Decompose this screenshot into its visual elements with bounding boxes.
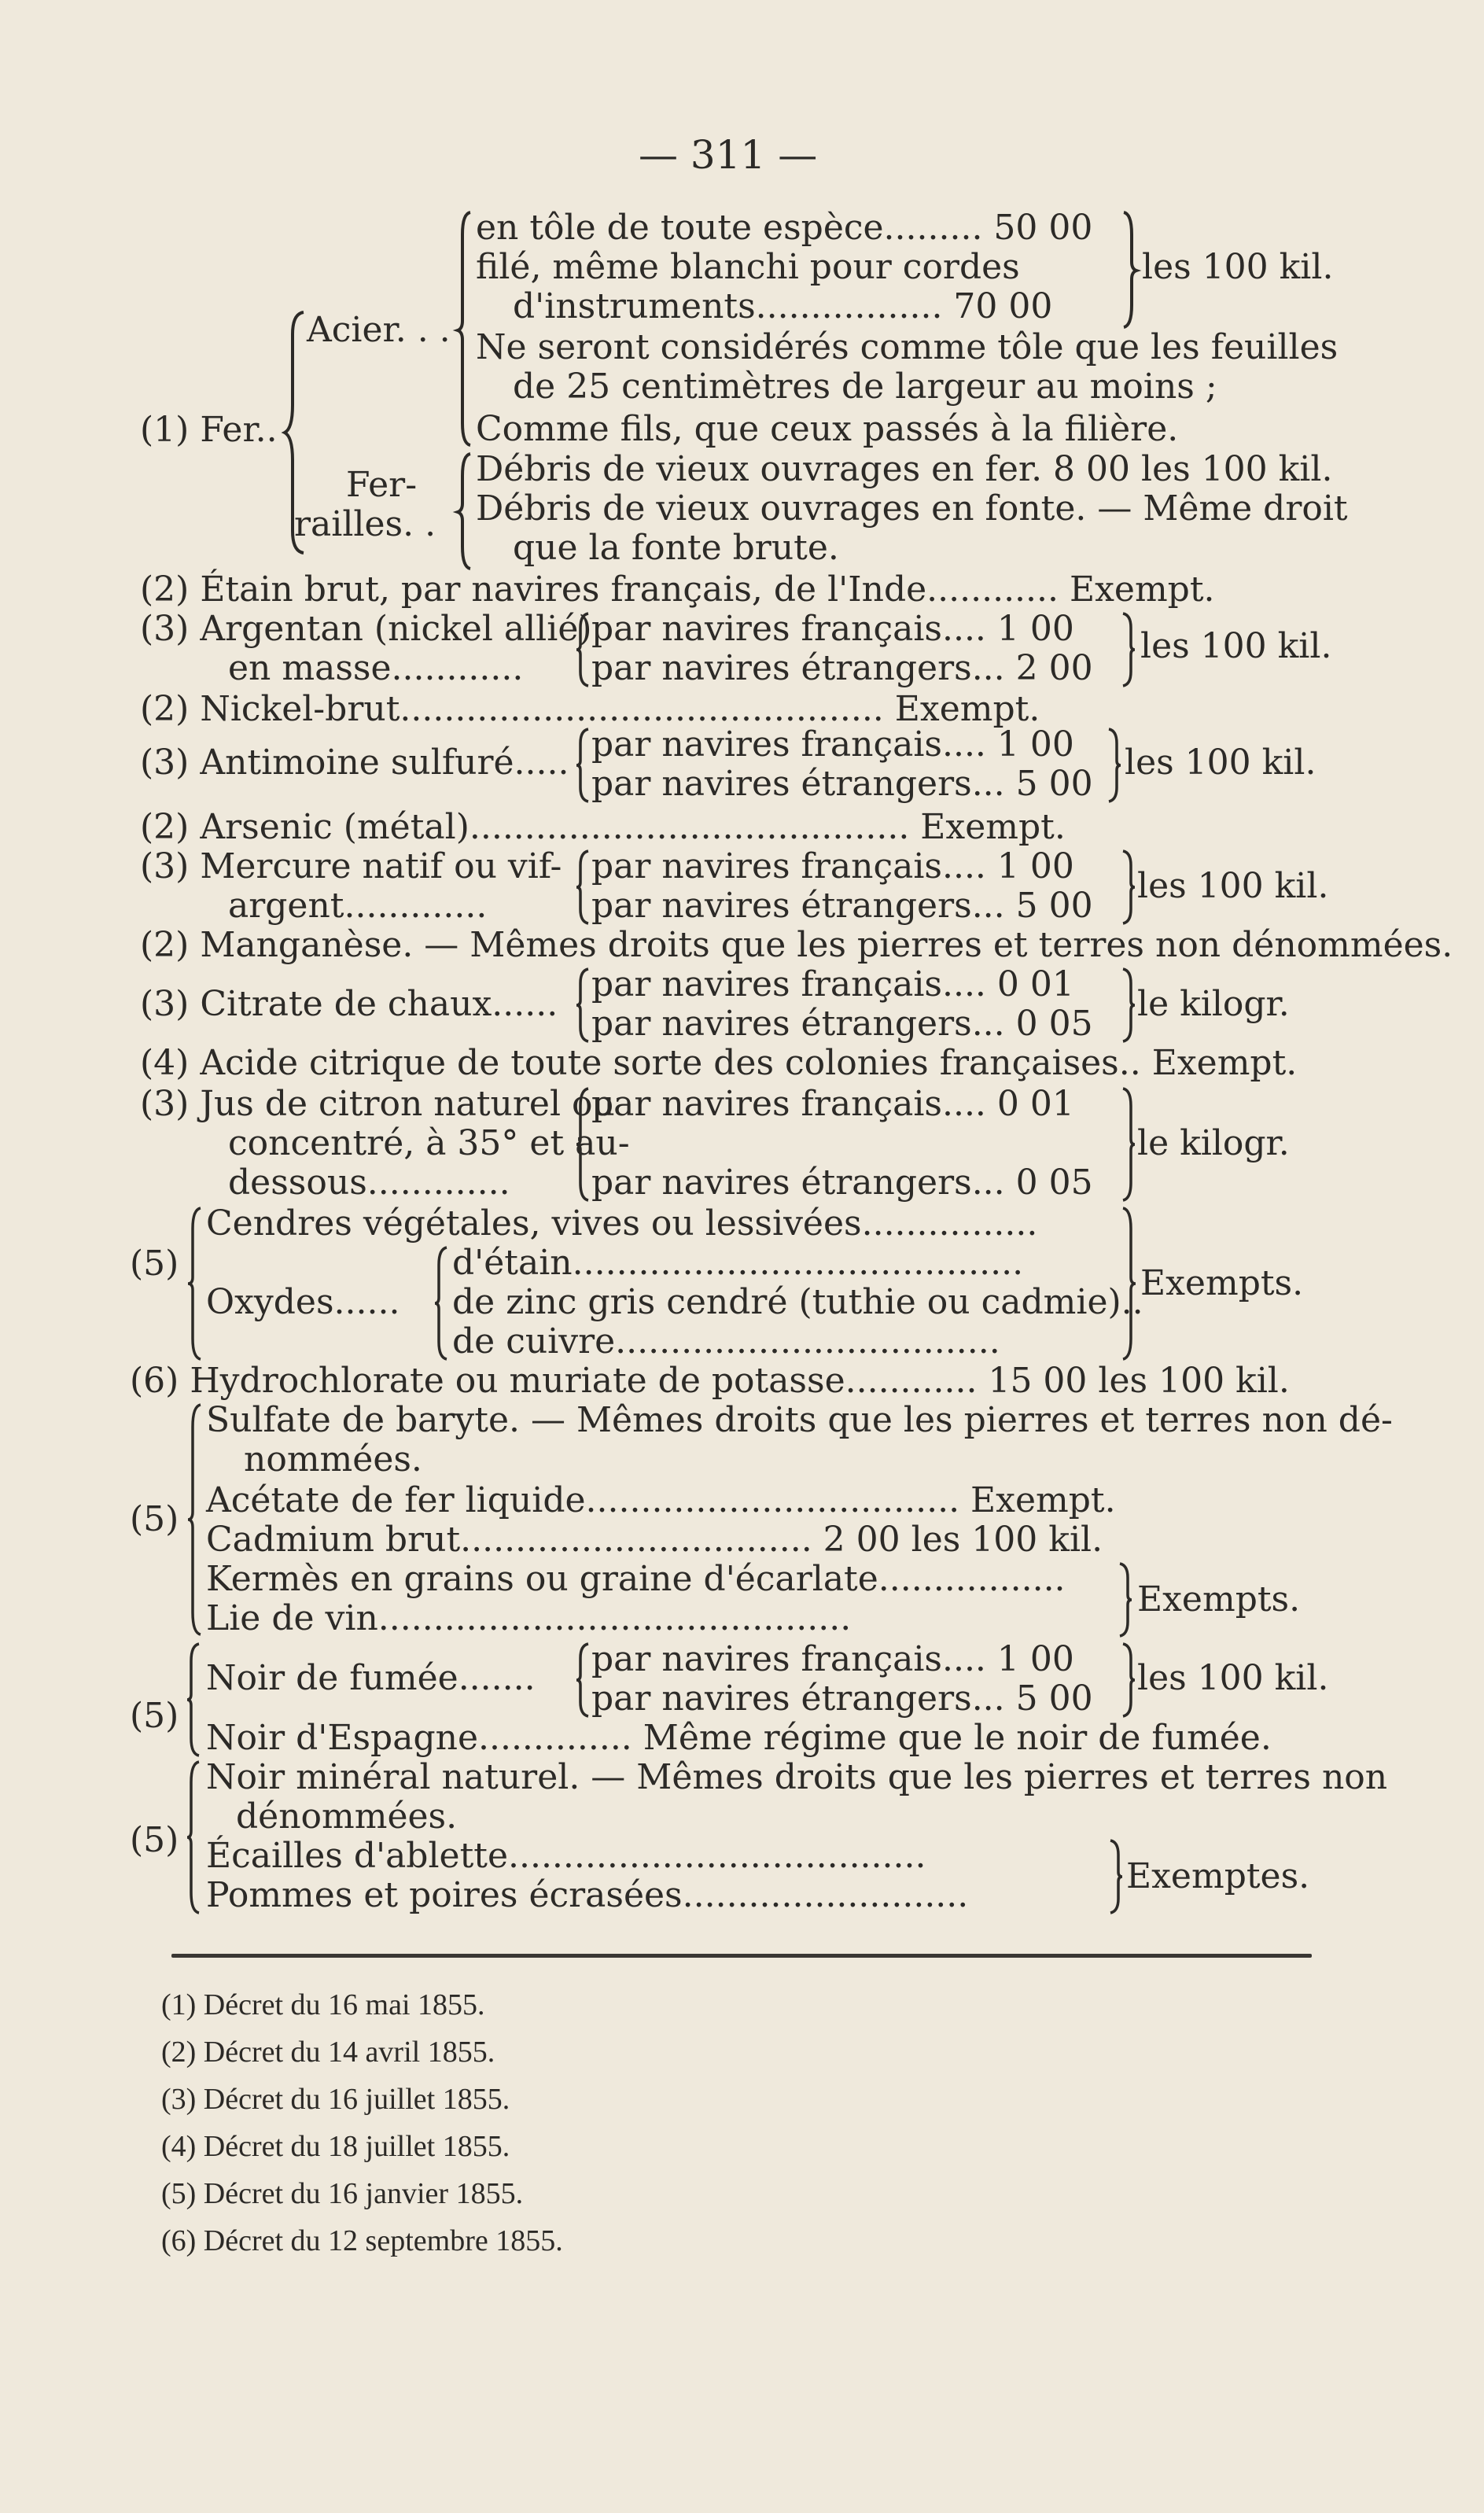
brace: [574, 967, 591, 1043]
footnote: (5) Décret du 16 janvier 1855.: [161, 2177, 524, 2210]
text-line: de cuivre...................................: [452, 1321, 1000, 1362]
text-line: les 100 kil.: [1137, 866, 1329, 906]
text-line: Exemptes.: [1126, 1856, 1310, 1896]
text-line: Exempts.: [1137, 1579, 1301, 1619]
brace: [185, 1642, 202, 1757]
brace: [574, 849, 591, 925]
text-line: d'étain.........................................: [452, 1243, 1024, 1283]
brace: [185, 1403, 204, 1636]
text-line: nommées.: [244, 1439, 422, 1479]
text-line: (3) Jus de citron naturel ou: [140, 1084, 615, 1124]
text-line: (2) Manganèse. — Mêmes droits que les pierres et terres non dénommées.: [140, 925, 1453, 965]
brace: [574, 1642, 591, 1718]
brace: [574, 1087, 591, 1202]
text-line: railles. .: [294, 504, 436, 544]
brace: [1120, 849, 1137, 925]
text-line: que la fonte brute.: [513, 528, 839, 568]
text-line: (5): [130, 1696, 179, 1736]
text-line: par navires étrangers... 2 00: [591, 648, 1093, 688]
text-line: concentré, à 35° et au-: [228, 1123, 630, 1163]
brace: [574, 612, 591, 687]
text-line: les 100 kil.: [1125, 742, 1316, 783]
text-line: par navires français.... 1 00: [591, 846, 1074, 886]
text-line: par navires étrangers... 0 05: [591, 1163, 1093, 1203]
text-line: Acétate de fer liquide.................................. Exempt.: [206, 1480, 1116, 1520]
text-line: Kermès en grains ou graine d'écarlate.................: [206, 1559, 1066, 1599]
text-line: par navires étrangers... 0 05: [591, 1004, 1093, 1044]
text-line: par navires français.... 0 01: [591, 1084, 1074, 1124]
brace: [1120, 967, 1137, 1043]
text-line: filé, même blanchi pour cordes: [476, 247, 1020, 287]
text-line: (5): [130, 1499, 179, 1539]
text-line: par navires français.... 1 00: [591, 609, 1074, 649]
brace: [1117, 1562, 1134, 1638]
text-line: Pommes et poires écrasées..........................: [206, 1875, 969, 1915]
divider: [171, 1954, 1312, 1958]
brace: [185, 1207, 204, 1361]
text-line: (6) Hydrochlorate ou muriate de potasse............ 15 00 les 100 kil.: [130, 1361, 1290, 1401]
text-line: par navires étrangers... 5 00: [591, 1678, 1093, 1719]
brace: [455, 452, 473, 570]
text-line: Sulfate de baryte. — Mêmes droits que les pierres et terres non dé-: [206, 1400, 1393, 1440]
text-line: Acier. . .: [307, 310, 451, 350]
text-line: le kilogr.: [1137, 984, 1290, 1024]
text-line: par navires français.... 0 01: [591, 964, 1074, 1004]
text-line: Écailles d'ablette......................................: [206, 1836, 926, 1876]
text-line: argent.............: [228, 886, 488, 926]
text-line: (5): [130, 1820, 179, 1860]
brace: [1121, 211, 1140, 329]
text-line: (2) Nickel-brut............................................ Exempt.: [140, 689, 1040, 729]
footnote: (6) Décret du 12 septembre 1855.: [161, 2224, 563, 2257]
brace: [455, 211, 473, 447]
text-line: les 100 kil.: [1137, 1658, 1329, 1698]
text-line: de zinc gris cendré (tuthie ou cadmie)..: [452, 1282, 1143, 1322]
brace: [1120, 1207, 1139, 1361]
text-line: dessous.............: [228, 1163, 510, 1203]
page-number: — 311 —: [639, 132, 818, 178]
text-line: par navires français.... 1 00: [591, 724, 1074, 765]
text-line: en tôle de toute espèce......... 50 00: [476, 208, 1093, 248]
text-line: (3) Mercure natif ou vif-: [140, 846, 562, 886]
text-line: (2) Étain brut, par navires français, de l'Inde............ Exempt.: [140, 569, 1215, 610]
text-line: Noir minéral naturel. — Mêmes droits que les pierres et terres non: [206, 1757, 1388, 1797]
text-line: Exempts.: [1140, 1263, 1304, 1303]
text-line: Comme fils, que ceux passés à la filière.: [476, 409, 1179, 449]
text-line: de 25 centimètres de largeur au moins ;: [513, 367, 1217, 407]
text-line: Débris de vieux ouvrages en fonte. — Même droit: [476, 488, 1348, 529]
text-line: dénommées.: [236, 1796, 458, 1837]
text-line: par navires étrangers... 5 00: [591, 886, 1093, 926]
brace: [1120, 1087, 1137, 1202]
text-line: en masse............: [228, 648, 524, 688]
text-line: Ne seront considérés comme tôle que les feuilles: [476, 327, 1339, 367]
text-line: par navires étrangers... 5 00: [591, 764, 1093, 804]
text-line: Noir d'Espagne.............. Même régime que le noir de fumée.: [206, 1718, 1272, 1758]
brace: [185, 1760, 202, 1914]
brace: [1120, 612, 1137, 687]
text-line: (2) Arsenic (métal)........................................ Exempt.: [140, 807, 1066, 847]
text-line: Débris de vieux ouvrages en fer. 8 00 les 100 kil.: [476, 449, 1333, 489]
brace: [433, 1246, 450, 1361]
text-line: Fer-: [346, 465, 418, 505]
text-line: (3) Antimoine sulfuré.....: [140, 742, 569, 783]
text-line: le kilogr.: [1137, 1123, 1290, 1163]
text-line: les 100 kil.: [1140, 626, 1332, 666]
text-line: Lie de vin...........................................: [206, 1598, 852, 1638]
footnote: (4) Décret du 18 juillet 1855.: [161, 2130, 510, 2163]
brace: [1106, 728, 1123, 803]
text-line: (3) Citrate de chaux......: [140, 984, 558, 1024]
text-line: Cadmium brut................................ 2 00 les 100 kil.: [206, 1520, 1103, 1560]
text-line: d'instruments................. 70 00: [513, 286, 1053, 326]
text-line: (5): [130, 1244, 179, 1284]
text-line: Cendres végétales, vives ou lessivées................: [206, 1203, 1038, 1244]
text-line: Noir de fumée.......: [206, 1658, 536, 1698]
text-line: par navires français.... 1 00: [591, 1639, 1074, 1679]
text-line: (3) Argentan (nickel allié): [140, 609, 592, 649]
brace: [1107, 1839, 1125, 1914]
footnote: (1) Décret du 16 mai 1855.: [161, 1988, 485, 2021]
footnote: (3) Décret du 16 juillet 1855.: [161, 2083, 510, 2116]
text-line: les 100 kil.: [1142, 247, 1334, 287]
brace: [574, 728, 591, 803]
text-line: Oxydes......: [206, 1282, 400, 1322]
brace: [1120, 1642, 1137, 1718]
text-line: (1) Fer..: [140, 410, 278, 450]
brace: [283, 311, 307, 555]
footnote: (2) Décret du 14 avril 1855.: [161, 2036, 495, 2069]
text-line: (4) Acide citrique de toute sorte des colonies françaises.. Exempt.: [140, 1043, 1298, 1083]
